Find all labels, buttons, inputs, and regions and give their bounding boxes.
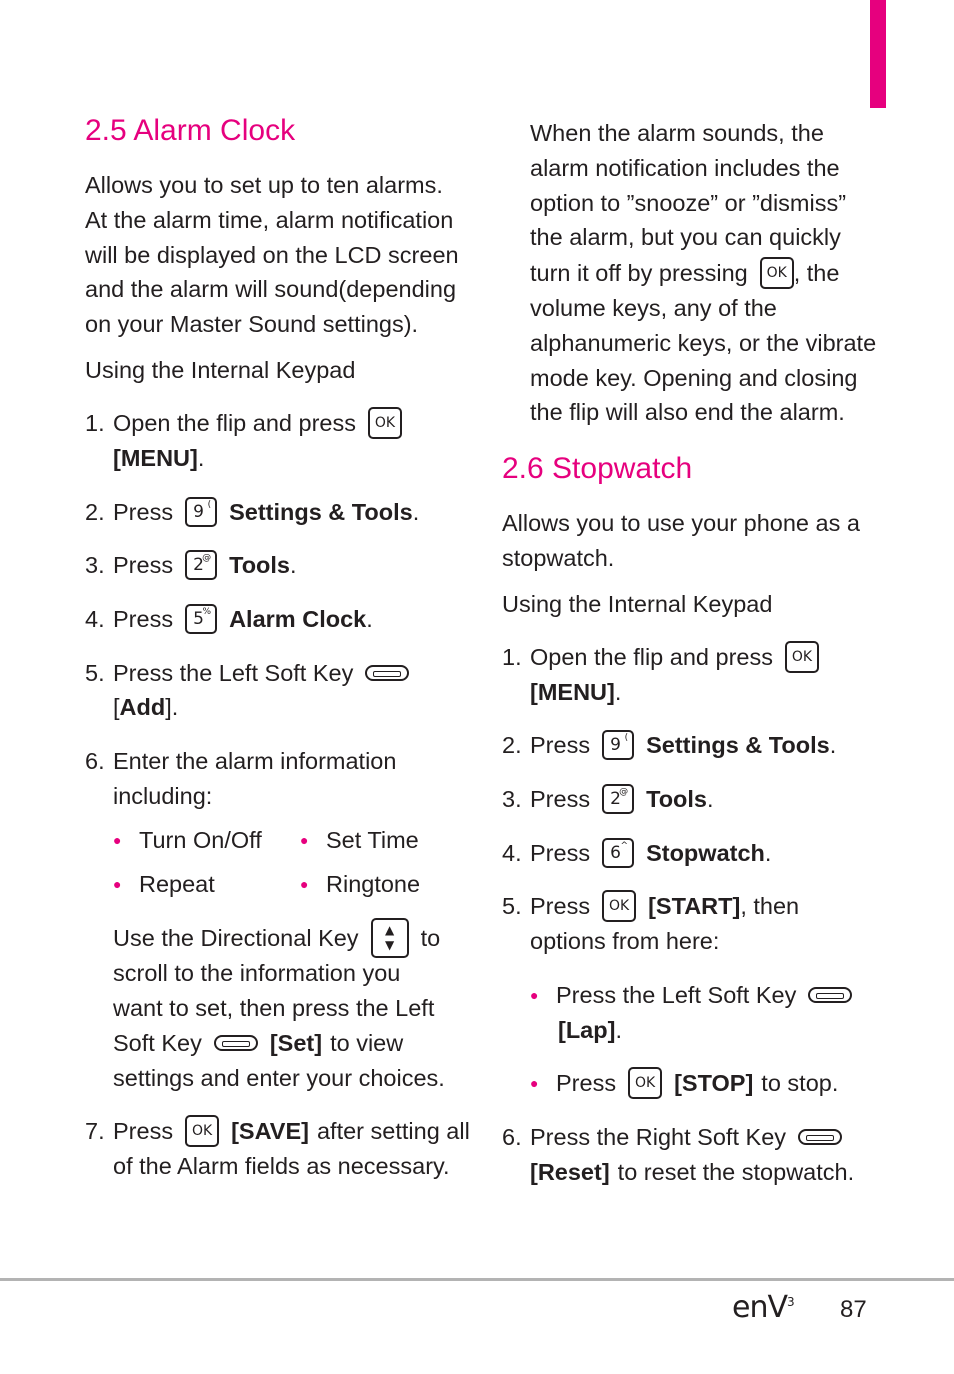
stopwatch-step-2: 2. Press 9 ( Settings & Tools . — [502, 728, 836, 762]
alarm-step-5: 5. Press the Left Soft Key — [85, 656, 409, 690]
alarm-step-7-cont: of the Alarm fields as necessary. — [113, 1152, 450, 1179]
alarm-step-6-cont: including: — [113, 782, 213, 809]
bullet-set-time: ● Set Time — [300, 826, 419, 853]
ok-key-icon: OK — [785, 641, 819, 673]
bullet-repeat: ● Repeat — [113, 870, 215, 897]
stopwatch-step-5-cont: options from here: — [530, 927, 720, 954]
left-soft-key-icon — [365, 665, 409, 681]
key-5-icon: 5 % — [185, 604, 217, 634]
key-2-icon: 2 @ — [602, 784, 634, 814]
alarm-continued-paragraph-end: volume keys, any of the alphanumeric keys, or the vibrate mode key. Opening and closing the flip will also end the alarm. — [530, 295, 877, 426]
alarm-step-2: 2. Press 9 ( Settings & Tools . — [85, 495, 419, 529]
key-9-icon: 9 ( — [185, 497, 217, 527]
alarm-step-1: 1. Open the flip and press OK — [85, 406, 402, 440]
left-soft-key-icon — [214, 1035, 258, 1051]
page-number: 87 — [840, 1296, 867, 1323]
stopwatch-step-6: 6. Press the Right Soft Key — [502, 1120, 842, 1154]
stopwatch-intro-paragraph: Allows you to use your phone as a stopwatch. — [502, 510, 860, 571]
alarm-step-3: 3. Press 2 @ Tools . — [85, 548, 297, 582]
section-heading-stopwatch: 2.6 Stopwatch — [502, 452, 693, 485]
alarm-intro-paragraph: Allows you to set up to ten alarms. At the alarm time, alarm notification will be displayed on the LCD screen and the alarm will sound(depending on your Master Sound settings). — [85, 172, 459, 338]
right-soft-key-icon — [798, 1129, 842, 1145]
stopwatch-step-5: 5. Press OK [START] , then — [502, 889, 799, 923]
subheading-internal-keypad: Using the Internal Keypad — [85, 357, 356, 383]
ok-key-icon: OK — [602, 890, 636, 922]
env3-logo: enV$^3$ — [732, 1290, 794, 1325]
key-2-icon: 2 @ — [185, 550, 217, 580]
stopwatch-step-6-cont: [Reset] to reset the stopwatch. — [530, 1158, 855, 1185]
chapter-tab-marker — [870, 0, 886, 108]
ok-key-icon: OK — [368, 407, 402, 439]
subheading-internal-keypad: Using the Internal Keypad — [502, 591, 773, 617]
section-heading-alarm-clock: 2.5 Alarm Clock — [85, 114, 296, 147]
stopwatch-sub-bullet-stop: ● Press OK [STOP] to stop. — [530, 1066, 838, 1100]
directional-key-icon: ▲ ▼ — [371, 918, 409, 958]
directional-instructions-line-4: Soft Key [Set] to view — [113, 1029, 404, 1056]
bullet-ringtone: ● Ringtone — [300, 870, 421, 897]
stopwatch-step-1-cont: [MENU] . — [530, 678, 622, 705]
alarm-continued-line-5: turn it off by pressing OK , the — [530, 256, 839, 290]
stopwatch-sub-bullet-lap: ● Press the Left Soft Key — [530, 978, 852, 1012]
stopwatch-step-4: 4. Press 6 ^ Stopwatch . — [502, 836, 771, 870]
stopwatch-step-1: 1. Open the flip and press OK — [502, 640, 819, 674]
ok-key-icon: OK — [628, 1067, 662, 1099]
alarm-step-5-cont: [ Add ]. — [113, 693, 179, 720]
alarm-step-1-cont: [MENU] . — [113, 444, 205, 471]
alarm-continued-paragraph: When the alarm sounds, the alarm notification includes the option to ”snooze” or ”dismiss” the alarm, but you can quickly — [530, 120, 847, 251]
ok-key-icon: OK — [760, 257, 794, 289]
key-9-icon: 9 ( — [602, 730, 634, 760]
alarm-step-6: 6. Enter the alarm information — [85, 747, 397, 774]
footer-divider — [0, 1278, 954, 1281]
directional-instructions-line-5: settings and enter your choices. — [113, 1064, 445, 1091]
ok-key-icon: OK — [185, 1115, 219, 1147]
bullet-turn-on-off: ● Turn On/Off — [113, 826, 262, 853]
directional-instructions-line-1: Use the Directional Key ▲ ▼ to — [113, 921, 440, 955]
directional-instructions-line-3: want to set, then press the Left — [113, 994, 435, 1021]
alarm-step-7: 7. Press OK [SAVE] after setting all — [85, 1114, 470, 1148]
stopwatch-sub-bullet-lap-cont: [Lap] . — [558, 1016, 622, 1043]
directional-instructions-line-2: scroll to the information you — [113, 959, 401, 986]
stopwatch-step-3: 3. Press 2 @ Tools . — [502, 782, 714, 816]
alarm-step-4: 4. Press 5 % Alarm Clock . — [85, 602, 373, 636]
left-soft-key-icon — [808, 987, 852, 1003]
key-6-icon: 6 ^ — [602, 838, 634, 868]
